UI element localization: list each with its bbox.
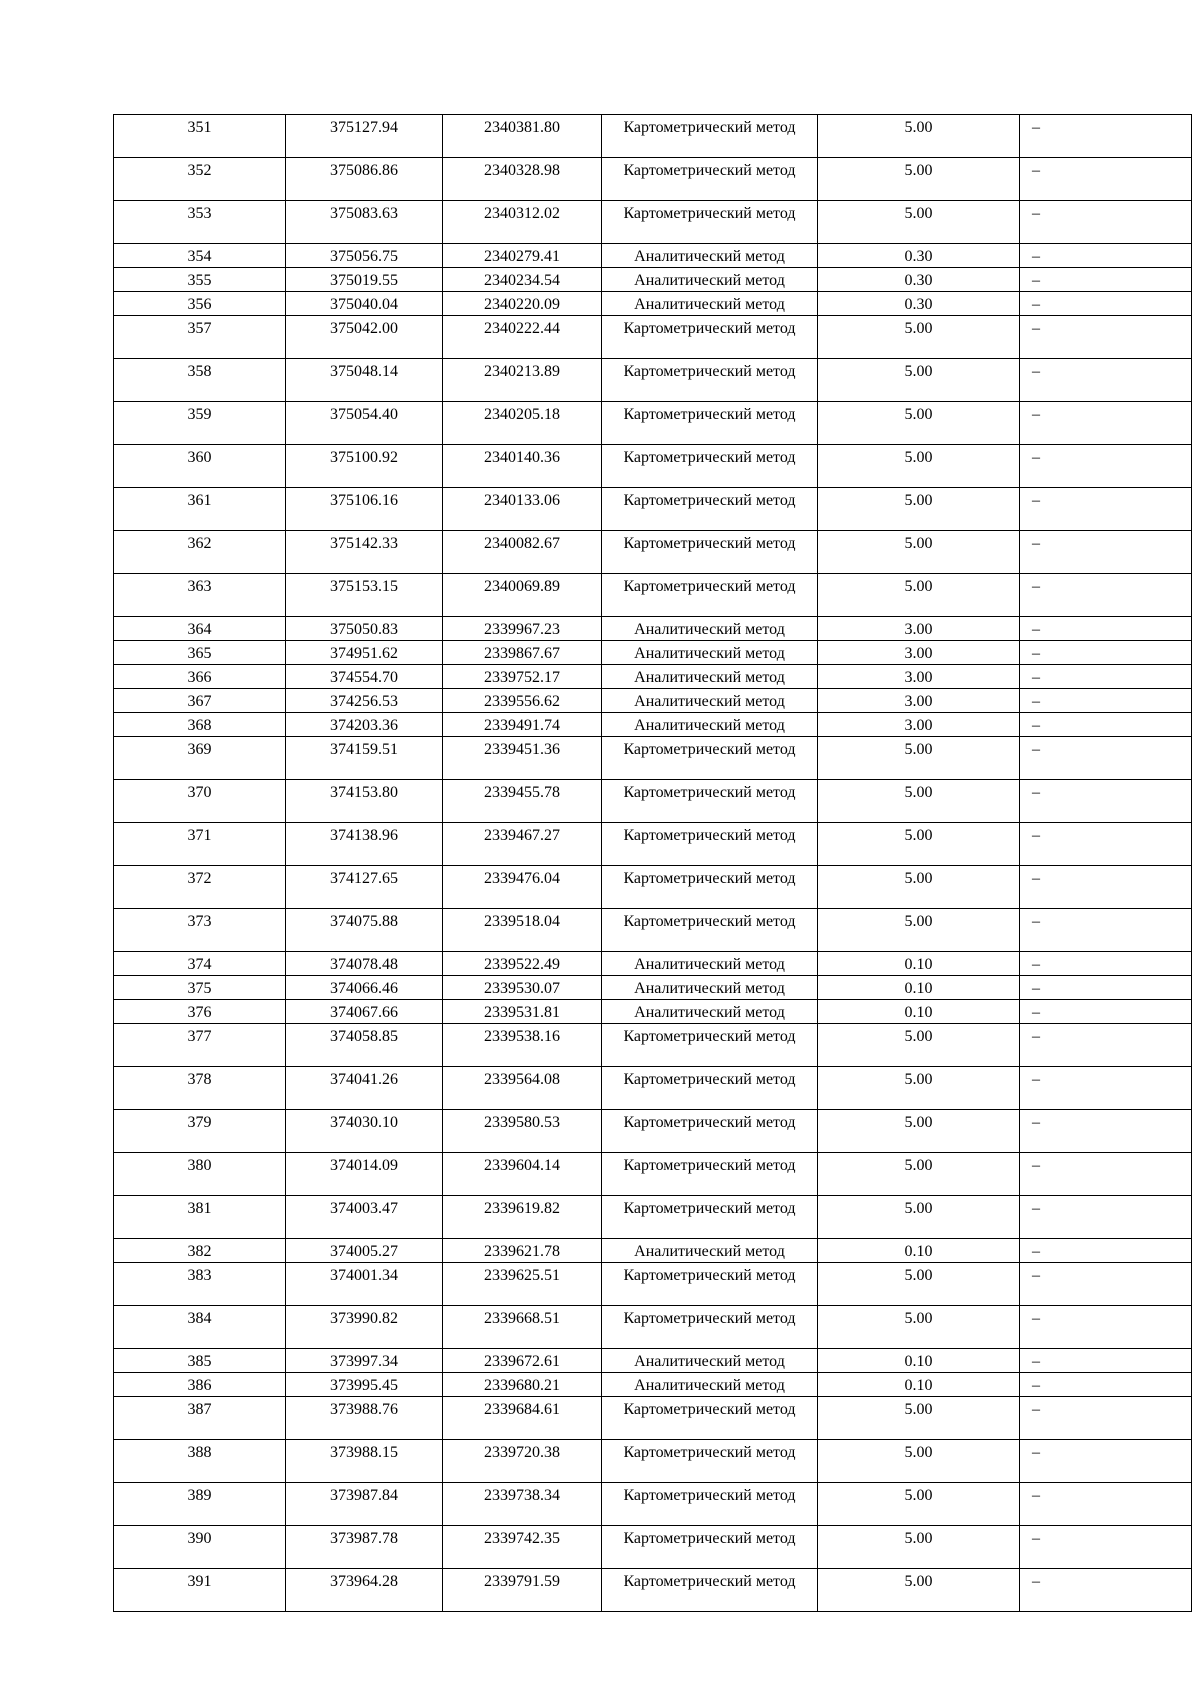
y-coordinate-cell: 2339791.59 — [443, 1569, 602, 1612]
error-cell: – — [1020, 1373, 1192, 1397]
accuracy-cell: 5.00 — [818, 1153, 1020, 1196]
error-cell: – — [1020, 1569, 1192, 1612]
point-number-cell: 359 — [114, 402, 286, 445]
point-number-cell: 381 — [114, 1196, 286, 1239]
point-number-cell: 360 — [114, 445, 286, 488]
y-coordinate-cell: 2340328.98 — [443, 158, 602, 201]
y-coordinate-cell: 2339619.82 — [443, 1196, 602, 1239]
table-row — [114, 641, 1192, 665]
method-cell: Картометрический метод — [602, 1153, 818, 1196]
accuracy-cell: 0.10 — [818, 952, 1020, 976]
table-row — [114, 158, 1192, 201]
table-row — [114, 1239, 1192, 1263]
method-cell: Картометрический метод — [602, 488, 818, 531]
error-cell: – — [1020, 713, 1192, 737]
point-number-cell: 373 — [114, 909, 286, 952]
accuracy-cell: 5.00 — [818, 1306, 1020, 1349]
accuracy-cell: 5.00 — [818, 866, 1020, 909]
error-cell: – — [1020, 952, 1192, 976]
x-coordinate-cell: 375086.86 — [286, 158, 443, 201]
point-number-cell: 351 — [114, 115, 286, 158]
point-number-cell: 377 — [114, 1024, 286, 1067]
y-coordinate-cell: 2340205.18 — [443, 402, 602, 445]
error-cell: – — [1020, 1196, 1192, 1239]
x-coordinate-cell: 374203.36 — [286, 713, 443, 737]
method-cell: Картометрический метод — [602, 359, 818, 402]
error-cell: – — [1020, 574, 1192, 617]
x-coordinate-cell: 374030.10 — [286, 1110, 443, 1153]
y-coordinate-cell: 2339738.34 — [443, 1483, 602, 1526]
x-coordinate-cell: 374153.80 — [286, 780, 443, 823]
x-coordinate-cell: 374066.46 — [286, 976, 443, 1000]
accuracy-cell: 5.00 — [818, 316, 1020, 359]
error-cell: – — [1020, 1067, 1192, 1110]
method-cell: Аналитический метод — [602, 689, 818, 713]
table-row — [114, 780, 1192, 823]
method-cell: Аналитический метод — [602, 665, 818, 689]
y-coordinate-cell: 2339476.04 — [443, 866, 602, 909]
error-cell: – — [1020, 1483, 1192, 1526]
method-cell: Аналитический метод — [602, 1239, 818, 1263]
error-cell: – — [1020, 402, 1192, 445]
table-row — [114, 952, 1192, 976]
accuracy-cell: 5.00 — [818, 201, 1020, 244]
point-number-cell: 372 — [114, 866, 286, 909]
y-coordinate-cell: 2340213.89 — [443, 359, 602, 402]
method-cell: Аналитический метод — [602, 713, 818, 737]
method-cell: Картометрический метод — [602, 1526, 818, 1569]
method-cell: Картометрический метод — [602, 1483, 818, 1526]
point-number-cell: 380 — [114, 1153, 286, 1196]
x-coordinate-cell: 373995.45 — [286, 1373, 443, 1397]
table-row — [114, 909, 1192, 952]
error-cell: – — [1020, 1397, 1192, 1440]
y-coordinate-cell: 2339684.61 — [443, 1397, 602, 1440]
table-row — [114, 574, 1192, 617]
x-coordinate-cell: 375106.16 — [286, 488, 443, 531]
table-row — [114, 1373, 1192, 1397]
y-coordinate-cell: 2339621.78 — [443, 1239, 602, 1263]
y-coordinate-cell: 2339518.04 — [443, 909, 602, 952]
error-cell: – — [1020, 665, 1192, 689]
point-number-cell: 389 — [114, 1483, 286, 1526]
table-row — [114, 115, 1192, 158]
y-coordinate-cell: 2339668.51 — [443, 1306, 602, 1349]
accuracy-cell: 5.00 — [818, 158, 1020, 201]
y-coordinate-cell: 2339672.61 — [443, 1349, 602, 1373]
method-cell: Аналитический метод — [602, 1349, 818, 1373]
method-cell: Аналитический метод — [602, 292, 818, 316]
x-coordinate-cell: 374005.27 — [286, 1239, 443, 1263]
method-cell: Картометрический метод — [602, 402, 818, 445]
point-number-cell: 384 — [114, 1306, 286, 1349]
error-cell: – — [1020, 689, 1192, 713]
point-number-cell: 366 — [114, 665, 286, 689]
y-coordinate-cell: 2339491.74 — [443, 713, 602, 737]
x-coordinate-cell: 375083.63 — [286, 201, 443, 244]
accuracy-cell: 5.00 — [818, 1526, 1020, 1569]
point-number-cell: 371 — [114, 823, 286, 866]
point-number-cell: 376 — [114, 1000, 286, 1024]
method-cell: Картометрический метод — [602, 115, 818, 158]
table-row — [114, 1000, 1192, 1024]
y-coordinate-cell: 2339867.67 — [443, 641, 602, 665]
method-cell: Картометрический метод — [602, 737, 818, 780]
error-cell: – — [1020, 1526, 1192, 1569]
error-cell: – — [1020, 115, 1192, 158]
table-row — [114, 976, 1192, 1000]
accuracy-cell: 3.00 — [818, 713, 1020, 737]
method-cell: Картометрический метод — [602, 158, 818, 201]
x-coordinate-cell: 375050.83 — [286, 617, 443, 641]
accuracy-cell: 5.00 — [818, 1110, 1020, 1153]
method-cell: Картометрический метод — [602, 780, 818, 823]
method-cell: Аналитический метод — [602, 952, 818, 976]
x-coordinate-cell: 375042.00 — [286, 316, 443, 359]
error-cell: – — [1020, 1000, 1192, 1024]
error-cell: – — [1020, 617, 1192, 641]
x-coordinate-cell: 374138.96 — [286, 823, 443, 866]
point-number-cell: 368 — [114, 713, 286, 737]
point-number-cell: 374 — [114, 952, 286, 976]
error-cell: – — [1020, 531, 1192, 574]
point-number-cell: 367 — [114, 689, 286, 713]
table-row — [114, 292, 1192, 316]
y-coordinate-cell: 2339604.14 — [443, 1153, 602, 1196]
x-coordinate-cell: 373988.15 — [286, 1440, 443, 1483]
method-cell: Картометрический метод — [602, 1196, 818, 1239]
x-coordinate-cell: 374256.53 — [286, 689, 443, 713]
accuracy-cell: 5.00 — [818, 531, 1020, 574]
error-cell: – — [1020, 1349, 1192, 1373]
accuracy-cell: 5.00 — [818, 1196, 1020, 1239]
error-cell: – — [1020, 1110, 1192, 1153]
point-number-cell: 375 — [114, 976, 286, 1000]
accuracy-cell: 0.30 — [818, 244, 1020, 268]
table-row — [114, 1024, 1192, 1067]
point-number-cell: 386 — [114, 1373, 286, 1397]
table-row — [114, 1067, 1192, 1110]
y-coordinate-cell: 2340069.89 — [443, 574, 602, 617]
y-coordinate-cell: 2340234.54 — [443, 268, 602, 292]
accuracy-cell: 5.00 — [818, 574, 1020, 617]
accuracy-cell: 5.00 — [818, 115, 1020, 158]
x-coordinate-cell: 374554.70 — [286, 665, 443, 689]
table-row — [114, 402, 1192, 445]
point-number-cell: 388 — [114, 1440, 286, 1483]
accuracy-cell: 3.00 — [818, 689, 1020, 713]
point-number-cell: 362 — [114, 531, 286, 574]
y-coordinate-cell: 2339522.49 — [443, 952, 602, 976]
y-coordinate-cell: 2340222.44 — [443, 316, 602, 359]
error-cell: – — [1020, 641, 1192, 665]
x-coordinate-cell: 375040.04 — [286, 292, 443, 316]
point-number-cell: 357 — [114, 316, 286, 359]
error-cell: – — [1020, 244, 1192, 268]
accuracy-cell: 5.00 — [818, 780, 1020, 823]
accuracy-cell: 5.00 — [818, 1440, 1020, 1483]
error-cell: – — [1020, 823, 1192, 866]
y-coordinate-cell: 2339625.51 — [443, 1263, 602, 1306]
table-row — [114, 531, 1192, 574]
accuracy-cell: 3.00 — [818, 617, 1020, 641]
table-row — [114, 244, 1192, 268]
x-coordinate-cell: 373988.76 — [286, 1397, 443, 1440]
accuracy-cell: 3.00 — [818, 641, 1020, 665]
method-cell: Аналитический метод — [602, 1000, 818, 1024]
x-coordinate-cell: 374014.09 — [286, 1153, 443, 1196]
point-number-cell: 382 — [114, 1239, 286, 1263]
accuracy-cell: 5.00 — [818, 737, 1020, 780]
x-coordinate-cell: 374001.34 — [286, 1263, 443, 1306]
x-coordinate-cell: 374067.66 — [286, 1000, 443, 1024]
point-number-cell: 385 — [114, 1349, 286, 1373]
error-cell: – — [1020, 1239, 1192, 1263]
table-row — [114, 201, 1192, 244]
point-number-cell: 353 — [114, 201, 286, 244]
point-number-cell: 354 — [114, 244, 286, 268]
x-coordinate-cell: 374078.48 — [286, 952, 443, 976]
x-coordinate-cell: 375142.33 — [286, 531, 443, 574]
y-coordinate-cell: 2339564.08 — [443, 1067, 602, 1110]
accuracy-cell: 5.00 — [818, 488, 1020, 531]
accuracy-cell: 0.10 — [818, 1000, 1020, 1024]
error-cell: – — [1020, 976, 1192, 1000]
x-coordinate-cell: 373997.34 — [286, 1349, 443, 1373]
table-row — [114, 1110, 1192, 1153]
method-cell: Аналитический метод — [602, 641, 818, 665]
x-coordinate-cell: 373990.82 — [286, 1306, 443, 1349]
y-coordinate-cell: 2339720.38 — [443, 1440, 602, 1483]
method-cell: Картометрический метод — [602, 1263, 818, 1306]
table-row — [114, 488, 1192, 531]
table-row — [114, 737, 1192, 780]
x-coordinate-cell: 374127.65 — [286, 866, 443, 909]
accuracy-cell: 5.00 — [818, 1067, 1020, 1110]
accuracy-cell: 0.10 — [818, 1239, 1020, 1263]
table-row — [114, 1196, 1192, 1239]
x-coordinate-cell: 374075.88 — [286, 909, 443, 952]
point-number-cell: 355 — [114, 268, 286, 292]
point-number-cell: 356 — [114, 292, 286, 316]
y-coordinate-cell: 2339455.78 — [443, 780, 602, 823]
error-cell: – — [1020, 1306, 1192, 1349]
accuracy-cell: 5.00 — [818, 445, 1020, 488]
y-coordinate-cell: 2340082.67 — [443, 531, 602, 574]
y-coordinate-cell: 2339556.62 — [443, 689, 602, 713]
method-cell: Картометрический метод — [602, 1397, 818, 1440]
error-cell: – — [1020, 316, 1192, 359]
method-cell: Картометрический метод — [602, 445, 818, 488]
table-row — [114, 1263, 1192, 1306]
error-cell: – — [1020, 909, 1192, 952]
point-number-cell: 369 — [114, 737, 286, 780]
table-row — [114, 1397, 1192, 1440]
accuracy-cell: 5.00 — [818, 1263, 1020, 1306]
accuracy-cell: 5.00 — [818, 402, 1020, 445]
error-cell: – — [1020, 866, 1192, 909]
accuracy-cell: 5.00 — [818, 823, 1020, 866]
point-number-cell: 387 — [114, 1397, 286, 1440]
method-cell: Картометрический метод — [602, 909, 818, 952]
point-number-cell: 383 — [114, 1263, 286, 1306]
method-cell: Аналитический метод — [602, 1373, 818, 1397]
error-cell: – — [1020, 359, 1192, 402]
x-coordinate-cell: 373987.78 — [286, 1526, 443, 1569]
y-coordinate-cell: 2339580.53 — [443, 1110, 602, 1153]
table-row — [114, 1349, 1192, 1373]
point-number-cell: 378 — [114, 1067, 286, 1110]
table-row — [114, 689, 1192, 713]
error-cell: – — [1020, 268, 1192, 292]
y-coordinate-cell: 2339467.27 — [443, 823, 602, 866]
y-coordinate-cell: 2340140.36 — [443, 445, 602, 488]
y-coordinate-cell: 2339680.21 — [443, 1373, 602, 1397]
table-row — [114, 1153, 1192, 1196]
accuracy-cell: 0.10 — [818, 1373, 1020, 1397]
accuracy-cell: 0.10 — [818, 1349, 1020, 1373]
method-cell: Картометрический метод — [602, 531, 818, 574]
method-cell: Картометрический метод — [602, 1569, 818, 1612]
y-coordinate-cell: 2339531.81 — [443, 1000, 602, 1024]
x-coordinate-cell: 375048.14 — [286, 359, 443, 402]
y-coordinate-cell: 2339530.07 — [443, 976, 602, 1000]
method-cell: Картометрический метод — [602, 1067, 818, 1110]
table-row — [114, 617, 1192, 641]
point-number-cell: 379 — [114, 1110, 286, 1153]
y-coordinate-cell: 2339538.16 — [443, 1024, 602, 1067]
y-coordinate-cell: 2340279.41 — [443, 244, 602, 268]
table-row — [114, 1526, 1192, 1569]
method-cell: Картометрический метод — [602, 1306, 818, 1349]
table-row — [114, 1440, 1192, 1483]
table-row — [114, 665, 1192, 689]
y-coordinate-cell: 2339742.35 — [443, 1526, 602, 1569]
accuracy-cell: 5.00 — [818, 1397, 1020, 1440]
table-row — [114, 1483, 1192, 1526]
x-coordinate-cell: 374951.62 — [286, 641, 443, 665]
coordinates-table-body — [114, 115, 1192, 1612]
accuracy-cell: 5.00 — [818, 359, 1020, 402]
table-row — [114, 359, 1192, 402]
x-coordinate-cell: 375100.92 — [286, 445, 443, 488]
x-coordinate-cell: 374159.51 — [286, 737, 443, 780]
point-number-cell: 390 — [114, 1526, 286, 1569]
accuracy-cell: 0.30 — [818, 268, 1020, 292]
method-cell: Картометрический метод — [602, 866, 818, 909]
x-coordinate-cell: 375153.15 — [286, 574, 443, 617]
error-cell: – — [1020, 1263, 1192, 1306]
accuracy-cell: 0.10 — [818, 976, 1020, 1000]
method-cell: Аналитический метод — [602, 244, 818, 268]
table-row — [114, 1569, 1192, 1612]
point-number-cell: 352 — [114, 158, 286, 201]
table-row — [114, 866, 1192, 909]
point-number-cell: 363 — [114, 574, 286, 617]
error-cell: – — [1020, 158, 1192, 201]
y-coordinate-cell: 2340381.80 — [443, 115, 602, 158]
x-coordinate-cell: 375054.40 — [286, 402, 443, 445]
x-coordinate-cell: 374058.85 — [286, 1024, 443, 1067]
table-row — [114, 316, 1192, 359]
table-row — [114, 268, 1192, 292]
y-coordinate-cell: 2339451.36 — [443, 737, 602, 780]
error-cell: – — [1020, 292, 1192, 316]
table-row — [114, 1306, 1192, 1349]
x-coordinate-cell: 374041.26 — [286, 1067, 443, 1110]
y-coordinate-cell: 2339967.23 — [443, 617, 602, 641]
y-coordinate-cell: 2339752.17 — [443, 665, 602, 689]
method-cell: Картометрический метод — [602, 1110, 818, 1153]
accuracy-cell: 0.30 — [818, 292, 1020, 316]
method-cell: Картометрический метод — [602, 574, 818, 617]
method-cell: Аналитический метод — [602, 268, 818, 292]
method-cell: Картометрический метод — [602, 1024, 818, 1067]
coordinates-table — [113, 114, 1192, 1612]
accuracy-cell: 3.00 — [818, 665, 1020, 689]
x-coordinate-cell: 373964.28 — [286, 1569, 443, 1612]
method-cell: Аналитический метод — [602, 617, 818, 641]
y-coordinate-cell: 2340312.02 — [443, 201, 602, 244]
error-cell: – — [1020, 737, 1192, 780]
accuracy-cell: 5.00 — [818, 1569, 1020, 1612]
method-cell: Картометрический метод — [602, 823, 818, 866]
point-number-cell: 358 — [114, 359, 286, 402]
point-number-cell: 391 — [114, 1569, 286, 1612]
x-coordinate-cell: 375056.75 — [286, 244, 443, 268]
x-coordinate-cell: 373987.84 — [286, 1483, 443, 1526]
x-coordinate-cell: 375127.94 — [286, 115, 443, 158]
error-cell: – — [1020, 1024, 1192, 1067]
x-coordinate-cell: 374003.47 — [286, 1196, 443, 1239]
error-cell: – — [1020, 488, 1192, 531]
y-coordinate-cell: 2340133.06 — [443, 488, 602, 531]
error-cell: – — [1020, 1153, 1192, 1196]
point-number-cell: 370 — [114, 780, 286, 823]
error-cell: – — [1020, 780, 1192, 823]
accuracy-cell: 5.00 — [818, 909, 1020, 952]
method-cell: Картометрический метод — [602, 201, 818, 244]
error-cell: – — [1020, 201, 1192, 244]
error-cell: – — [1020, 1440, 1192, 1483]
table-row — [114, 445, 1192, 488]
accuracy-cell: 5.00 — [818, 1483, 1020, 1526]
table-row — [114, 823, 1192, 866]
method-cell: Картометрический метод — [602, 316, 818, 359]
point-number-cell: 365 — [114, 641, 286, 665]
point-number-cell: 361 — [114, 488, 286, 531]
accuracy-cell: 5.00 — [818, 1024, 1020, 1067]
table-row — [114, 713, 1192, 737]
method-cell: Картометрический метод — [602, 1440, 818, 1483]
point-number-cell: 364 — [114, 617, 286, 641]
error-cell: – — [1020, 445, 1192, 488]
method-cell: Аналитический метод — [602, 976, 818, 1000]
x-coordinate-cell: 375019.55 — [286, 268, 443, 292]
y-coordinate-cell: 2340220.09 — [443, 292, 602, 316]
